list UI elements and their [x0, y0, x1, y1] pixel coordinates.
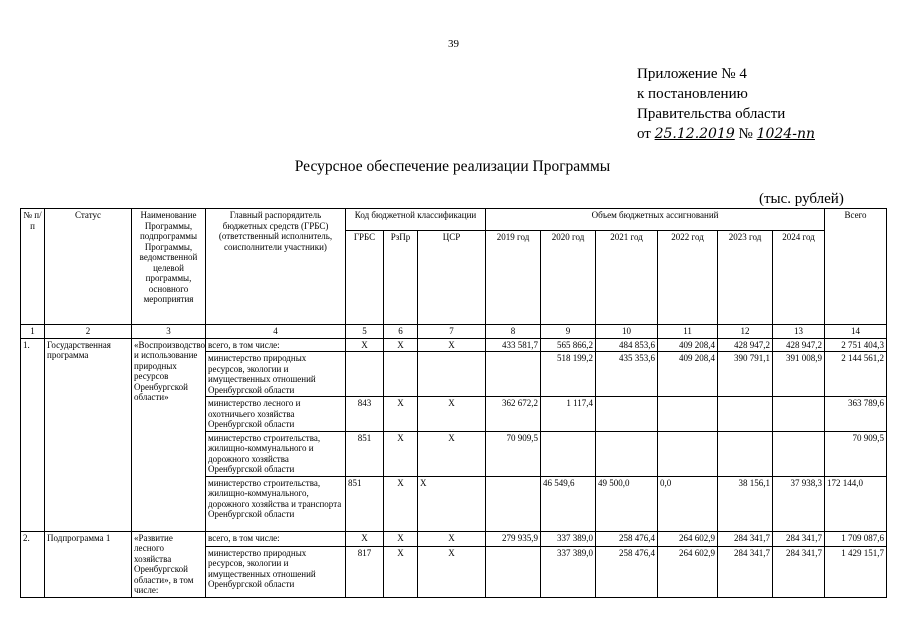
row2-sub0-v2023: 284 341,7: [718, 531, 773, 546]
row1-sub3-v2023: [718, 431, 773, 476]
row1-sub4-v2020: 46 549,6: [541, 476, 596, 531]
row1-sub1-v2024: 391 008,9: [773, 352, 825, 397]
col-number: 6: [384, 325, 418, 339]
row1-sub1-c: [418, 352, 486, 397]
row2-sub1-v2022: 264 602,9: [658, 546, 718, 597]
row1-sub1-r: [384, 352, 418, 397]
header-2022: 2022 год: [658, 231, 718, 325]
row2-sub0-v2021: 258 476,4: [596, 531, 658, 546]
appendix-date-line: [637, 124, 815, 144]
row1-sub3-total: 70 909,5: [825, 431, 887, 476]
row1-status: Государственная программа: [45, 338, 132, 531]
row1-sub4-c: Х: [418, 476, 486, 531]
row1-sub3-v2024: [773, 431, 825, 476]
col-number: 9: [541, 325, 596, 339]
row1-sub4-grbs: министерство строительства, жилищно-коммунального, дорожного хозяйства и транспорта Оренбургской области: [206, 476, 346, 531]
header-2024: 2024 год: [773, 231, 825, 325]
row1-num: 1.: [21, 338, 45, 531]
header-2019: 2019 год: [486, 231, 541, 325]
row1-sub0-v2023: 428 947,2: [718, 338, 773, 352]
row2-num: 2.: [21, 531, 45, 597]
row1-sub3-g: 851: [346, 431, 384, 476]
row2-sub0-c: Х: [418, 531, 486, 546]
header-2020: 2020 год: [541, 231, 596, 325]
header-code-csr: ЦСР: [418, 231, 486, 325]
col-number: 2: [45, 325, 132, 339]
header-code: Код бюджетной классификации: [346, 209, 486, 231]
row1-sub1-total: 2 144 561,2: [825, 352, 887, 397]
row2-sub1-v2020: 337 389,0: [541, 546, 596, 597]
row2-sub0-r: Х: [384, 531, 418, 546]
col-number: 1: [21, 325, 45, 339]
row1-sub0-g: Х: [346, 338, 384, 352]
row1-sub2-v2024: [773, 397, 825, 432]
row1-sub4-v2022: 0,0: [658, 476, 718, 531]
resource-table: [20, 208, 887, 598]
units-label: (тыс. рублей): [759, 191, 844, 207]
row1-sub0-grbs: всего, в том числе:: [206, 338, 346, 352]
row2-name: «Развитие лесного хозяйства Оренбургской области», в том числе:: [132, 531, 206, 597]
date-value: 25.12.2019: [654, 126, 735, 142]
header-2021: 2021 год: [596, 231, 658, 325]
row1-sub1-g: [346, 352, 384, 397]
header-status: Статус: [45, 209, 132, 325]
row1-sub2-v2023: [718, 397, 773, 432]
header-code-grbs: ГРБС: [346, 231, 384, 325]
header-num: № п/п: [21, 209, 45, 325]
row1-sub1-v2020: 518 199,2: [541, 352, 596, 397]
header-total: Всего: [825, 209, 887, 325]
row1-sub0-v2020: 565 866,2: [541, 338, 596, 352]
row1-sub1-v2023: 390 791,1: [718, 352, 773, 397]
row1-sub3-grbs: министерство строительства, жилищно-коммунального и дорожного хозяйства Оренбургской области: [206, 431, 346, 476]
row1-sub4-r: Х: [384, 476, 418, 531]
col-number: 13: [773, 325, 825, 339]
row2-sub1-total: 1 429 151,7: [825, 546, 887, 597]
row1-sub0-c: Х: [418, 338, 486, 352]
appendix-block: [637, 64, 815, 144]
document-title: Ресурсное обеспечение реализации Программы: [294, 158, 611, 175]
row1-sub0-v2019: 433 581,7: [486, 338, 541, 352]
row1-sub2-v2021: [596, 397, 658, 432]
row1-sub1-v2022: 409 208,4: [658, 352, 718, 397]
row2-sub1-c: Х: [418, 546, 486, 597]
number-prefix: №: [738, 126, 753, 142]
row2-sub1-r: Х: [384, 546, 418, 597]
col-number: 5: [346, 325, 384, 339]
col-number: 12: [718, 325, 773, 339]
row1-name: «Воспроизводство и использование природных ресурсов Оренбургской области»: [132, 338, 206, 531]
row1-sub2-total: 363 789,6: [825, 397, 887, 432]
col-number: 10: [596, 325, 658, 339]
row1-sub3-v2022: [658, 431, 718, 476]
row2-sub0-total: 1 709 087,6: [825, 531, 887, 546]
row2-sub1-v2024: 284 341,7: [773, 546, 825, 597]
row2-sub0-v2024: 284 341,7: [773, 531, 825, 546]
page-number: 39: [448, 38, 459, 50]
row1-sub0-v2022: 409 208,4: [658, 338, 718, 352]
row1-sub3-v2019: 70 909,5: [486, 431, 541, 476]
row1-sub4-v2021: 49 500,0: [596, 476, 658, 531]
row2-sub1-grbs: министерство природных ресурсов, экологии и имущественных отношений Оренбургской области: [206, 546, 346, 597]
row1-sub3-r: Х: [384, 431, 418, 476]
col-number: 11: [658, 325, 718, 339]
row1-sub0-v2024: 428 947,2: [773, 338, 825, 352]
row2-sub1-g: 817: [346, 546, 384, 597]
row2-sub0-v2020: 337 389,0: [541, 531, 596, 546]
row1-sub1-v2019: [486, 352, 541, 397]
appendix-line3: Правительства области: [637, 106, 786, 122]
col-number: 8: [486, 325, 541, 339]
header-name: Наименование Программы, подпрограммы Программы, ведомственной целевой программы, основного мероприятия: [132, 209, 206, 325]
row1-sub3-c: Х: [418, 431, 486, 476]
row2-sub0-g: Х: [346, 531, 384, 546]
row1-sub1-grbs: министерство природных ресурсов, экологии и имущественных отношений Оренбургской области: [206, 352, 346, 397]
appendix-line2: к постановлению: [637, 86, 748, 102]
row1-sub4-v2023: 38 156,1: [718, 476, 773, 531]
row1-sub2-grbs: министерство лесного и охотничьего хозяйства Оренбургской области: [206, 397, 346, 432]
row1-sub2-g: 843: [346, 397, 384, 432]
row2-sub0-grbs: всего, в том числе:: [206, 531, 346, 546]
row1-sub0-r: Х: [384, 338, 418, 352]
row2-sub1-v2019: [486, 546, 541, 597]
row1-sub4-total: 172 144,0: [825, 476, 887, 531]
date-prefix: от: [637, 126, 651, 142]
header-grbs: Главный распорядитель бюджетных средств (ГРБС) (ответственный исполнитель, соисполнители участники): [206, 209, 346, 325]
row2-sub0-v2019: 279 935,9: [486, 531, 541, 546]
appendix-line1: Приложение № 4: [637, 66, 747, 82]
col-number: 14: [825, 325, 887, 339]
row1-sub0-v2021: 484 853,6: [596, 338, 658, 352]
row1-sub4-g: 851: [346, 476, 384, 531]
row1-sub0-total: 2 751 404,3: [825, 338, 887, 352]
row1-sub2-r: Х: [384, 397, 418, 432]
row1-sub4-v2019: [486, 476, 541, 531]
header-volume: Объем бюджетных ассигнований: [486, 209, 825, 231]
row1-sub2-v2020: 1 117,4: [541, 397, 596, 432]
row2-sub1-v2023: 284 341,7: [718, 546, 773, 597]
row1-sub4-v2024: 37 938,3: [773, 476, 825, 531]
row2-sub1-v2021: 258 476,4: [596, 546, 658, 597]
row1-sub2-v2019: 362 672,2: [486, 397, 541, 432]
col-number: 3: [132, 325, 206, 339]
col-number: 4: [206, 325, 346, 339]
row2-sub0-v2022: 264 602,9: [658, 531, 718, 546]
row1-sub1-v2021: 435 353,6: [596, 352, 658, 397]
row1-sub2-c: Х: [418, 397, 486, 432]
header-2023: 2023 год: [718, 231, 773, 325]
header-code-rzpr: РзПр: [384, 231, 418, 325]
number-value: 1024-пп: [756, 126, 815, 142]
row1-sub3-v2021: [596, 431, 658, 476]
row1-sub3-v2020: [541, 431, 596, 476]
row2-status: Подпрограмма 1: [45, 531, 132, 597]
col-number: 7: [418, 325, 486, 339]
row1-sub2-v2022: [658, 397, 718, 432]
